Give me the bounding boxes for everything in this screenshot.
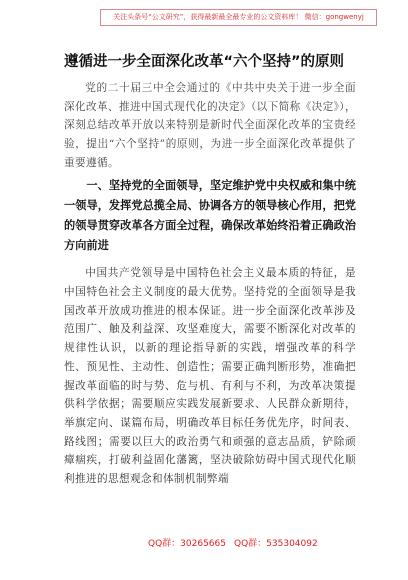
footer-qq-group-right: QQ群：535304092 [234,539,318,549]
document-title: 遵循进一步全面深化改革“六个坚持”的原则 [64,54,345,70]
intro-paragraph: 党的二十届三中全会通过的《中共中央关于进一步全面深化改革、推进中国式现代化的决定》（以下简称《决定》），深刻总结改革开放以来特别是新时代全面深化改革的宝贵经验，提出“六个坚持”的原则，为进一步全面深化改革提供了重要遵循。 [64,82,356,169]
footer [0,537,408,551]
body-paragraph: 中国共产党领导是中国特色社会主义最本质的特征，是中国特色社会主义制度的最大优势。坚持党的全面领导是我国改革开放成功推进的根本保证。进一步全面深化改革涉及范围广、触及利益深、攻坚难度大，需要不断深化对改革的规律性认识，以新的理论指导新的实践，增强改革的科学性、预见性、主动性、创造性；需要正确判断形势，准确把握改革面临的时与势、危与机、有利与不利，为改革决策提供科学依据；需要顺应实践发展新要求、人民群众新期待，举旗定向、谋篇布局，明确改革目标任务优先序，时间表、路线图；需要以巨大的政治勇气和顽强的意志品质，铲除顽瘴痼疾，打破利益固化藩篱，坚决破除妨碍中国式现代化顺利推进的思想观念和体制机制弊端 [64,267,356,486]
header-banner: 关注头条号“公文研究”，获得最新最全最专业的公文资料库！ 微信：gongwenyj [100,9,377,26]
document-body [64,79,356,489]
footer-qq-group-left: QQ群：30265665 [148,539,226,549]
section-heading: 一、坚持党的全面领导，坚定维护党中央权威和集中统一领导，发挥党总揽全局、协调各方的领导核心作用，把党的领导贯穿改革各方面全过程，确保改革始终沿着正确政治方向前进 [64,178,356,253]
